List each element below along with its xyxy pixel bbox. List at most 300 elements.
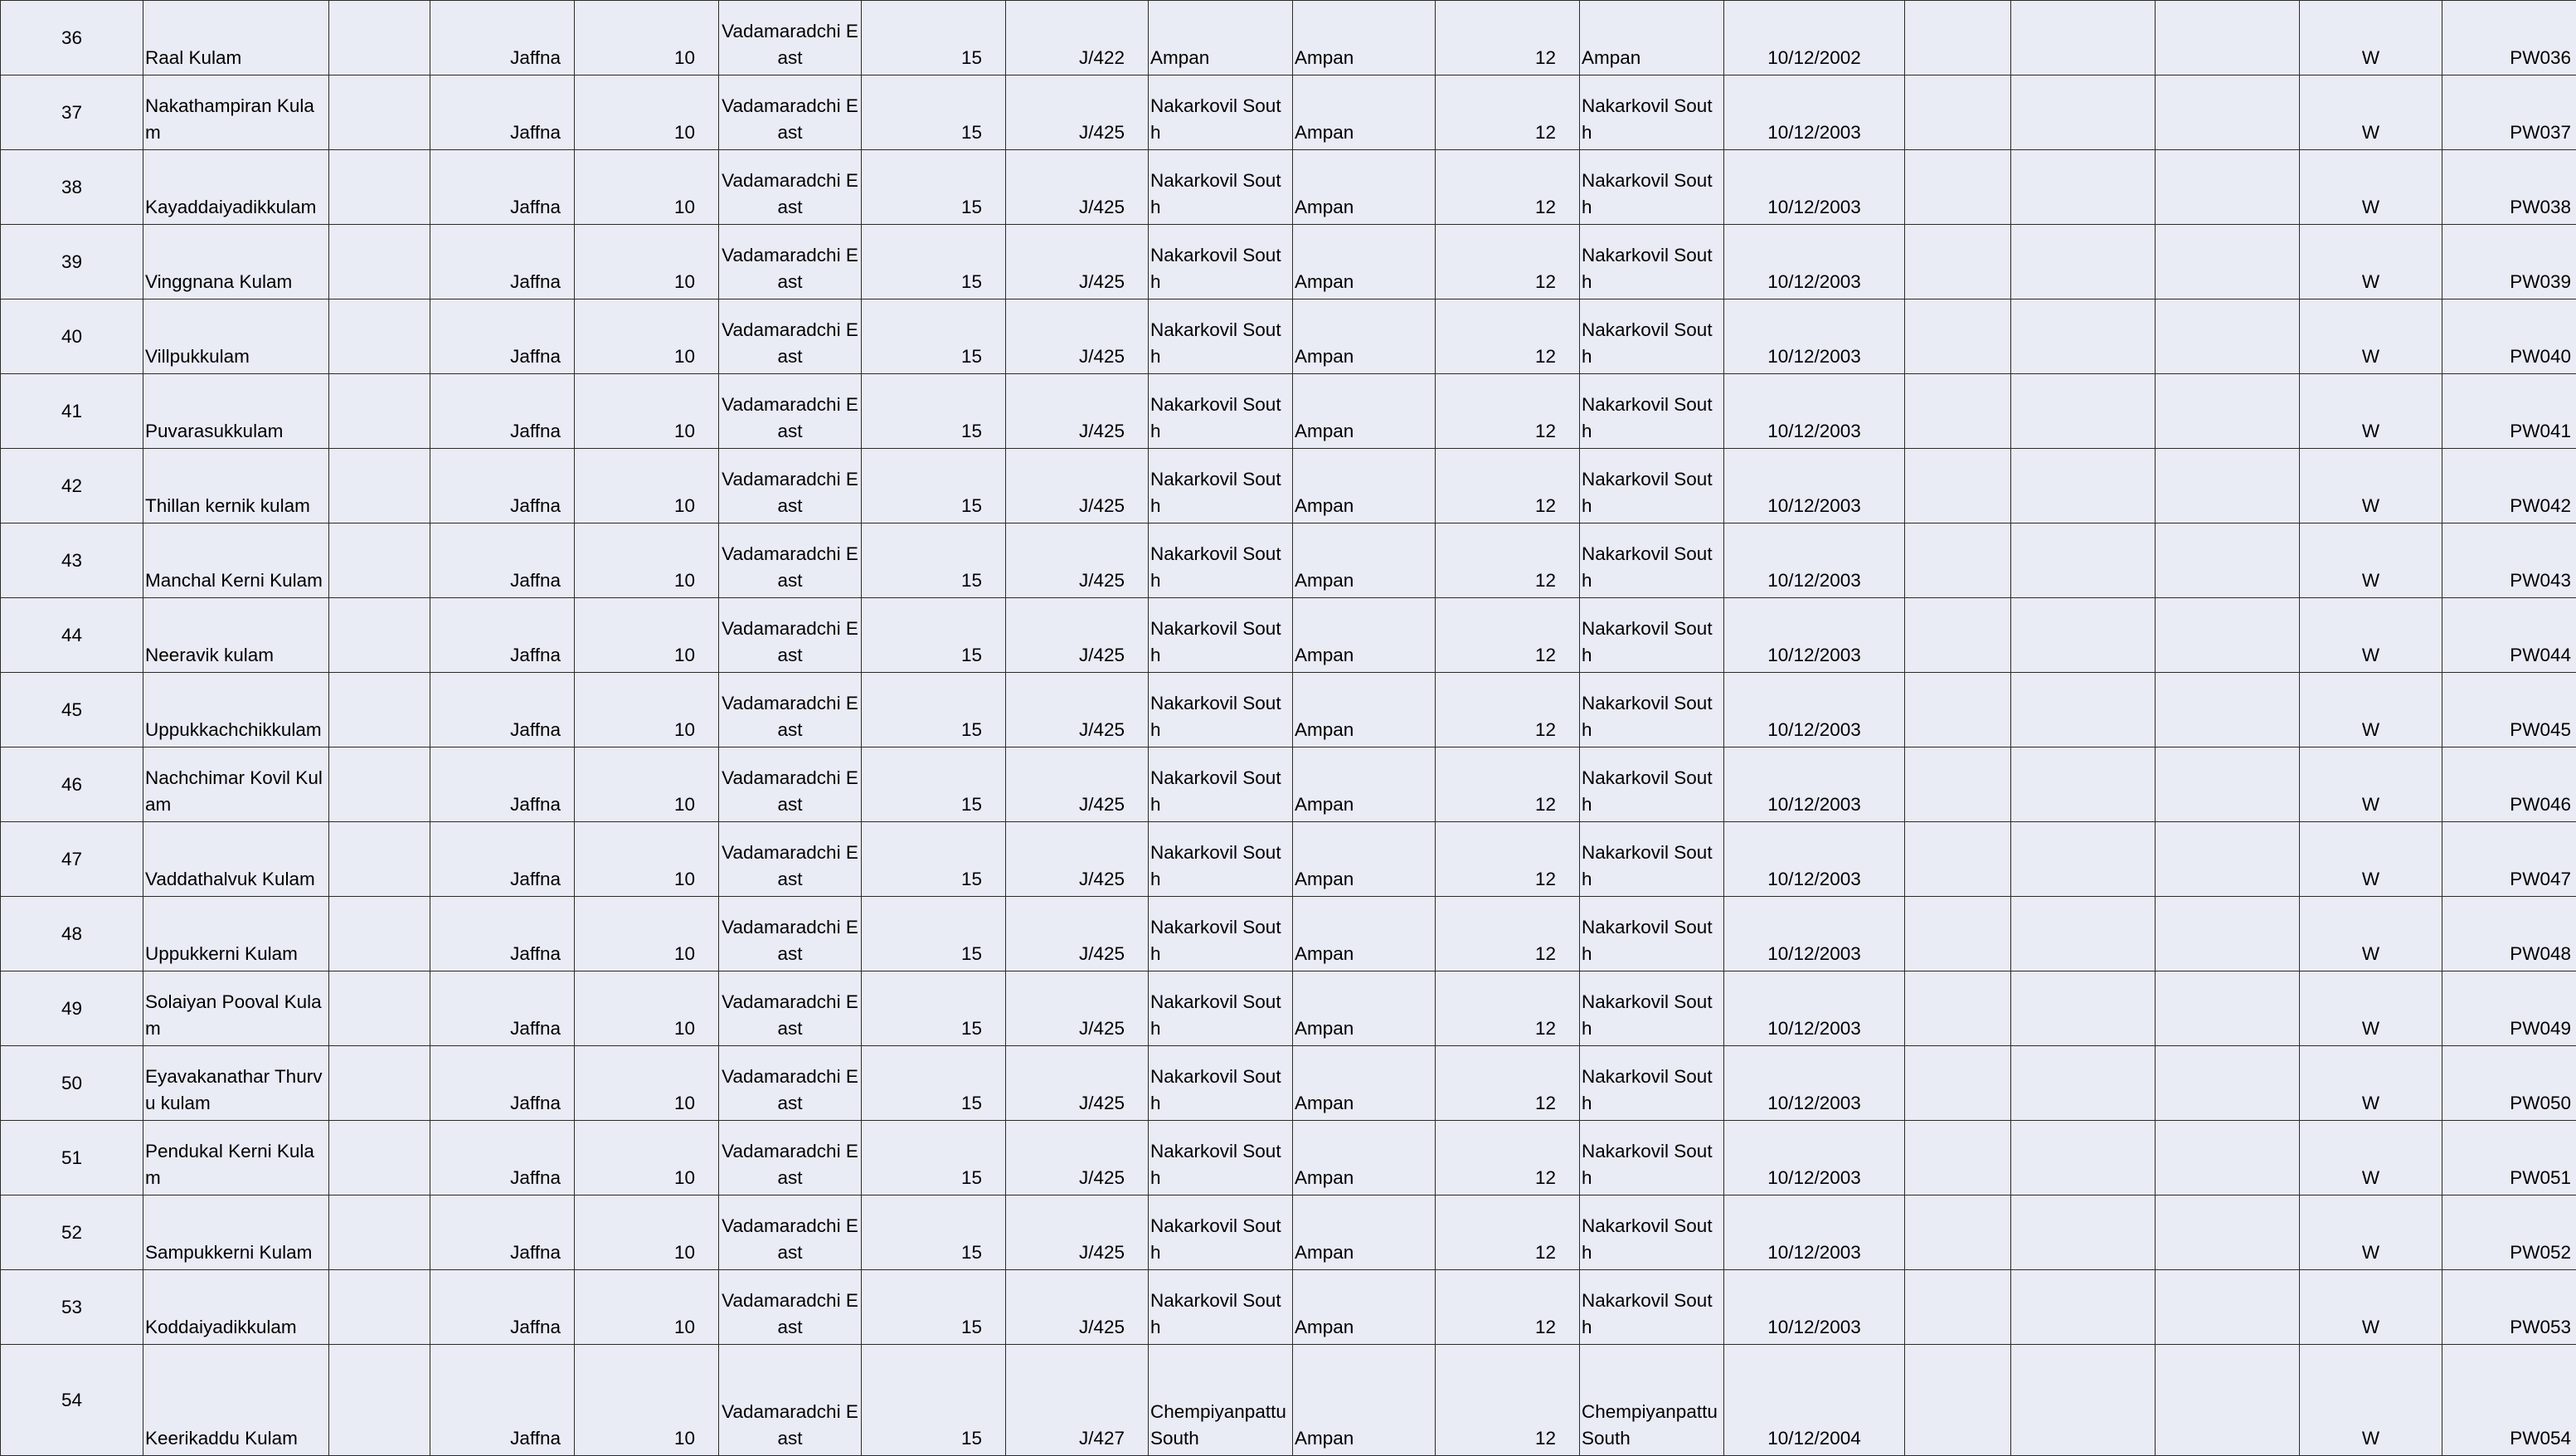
- division-code-cell[interactable]: 15: [862, 822, 1006, 897]
- type-cell[interactable]: W: [2300, 1, 2442, 75]
- village-name-cell[interactable]: Nakarkovil South: [1580, 75, 1724, 150]
- gn-code-cell[interactable]: J/425: [1006, 150, 1149, 225]
- tank-name-cell[interactable]: Neeravik kulam: [143, 598, 329, 673]
- tank-id-cell[interactable]: PW039: [2442, 225, 2576, 299]
- gn-code-cell[interactable]: J/425: [1006, 1121, 1149, 1195]
- gn-code-cell[interactable]: J/425: [1006, 971, 1149, 1046]
- date-cell[interactable]: 10/12/2003: [1724, 523, 1905, 598]
- tank-id-cell[interactable]: PW053: [2442, 1270, 2576, 1345]
- division-code-cell[interactable]: 15: [862, 523, 1006, 598]
- village-code-cell[interactable]: 12: [1436, 299, 1580, 374]
- type-cell[interactable]: W: [2300, 971, 2442, 1046]
- village-cell[interactable]: Ampan: [1293, 299, 1436, 374]
- village-cell[interactable]: Ampan: [1293, 673, 1436, 747]
- date-cell[interactable]: 10/12/2003: [1724, 1195, 1905, 1270]
- empty-cell[interactable]: [2011, 822, 2156, 897]
- empty-cell[interactable]: [2011, 598, 2156, 673]
- village-cell[interactable]: Ampan: [1293, 523, 1436, 598]
- empty-cell[interactable]: [2156, 449, 2300, 523]
- row-number-cell[interactable]: 42: [1, 449, 143, 523]
- gn-name-cell[interactable]: Nakarkovil South: [1149, 747, 1293, 822]
- date-cell[interactable]: 10/12/2003: [1724, 449, 1905, 523]
- division-cell[interactable]: Vadamaradchi East: [719, 75, 862, 150]
- empty-cell[interactable]: [2011, 747, 2156, 822]
- division-code-cell[interactable]: 15: [862, 897, 1006, 971]
- empty-cell[interactable]: [2011, 374, 2156, 449]
- district-code-cell[interactable]: 10: [575, 822, 719, 897]
- date-cell[interactable]: 10/12/2003: [1724, 1270, 1905, 1345]
- gn-name-cell[interactable]: Nakarkovil South: [1149, 374, 1293, 449]
- gn-code-cell[interactable]: J/425: [1006, 598, 1149, 673]
- empty-cell[interactable]: [329, 1046, 430, 1121]
- row-number-cell[interactable]: 51: [1, 1121, 143, 1195]
- row-number-cell[interactable]: 41: [1, 374, 143, 449]
- empty-cell[interactable]: [329, 225, 430, 299]
- empty-cell[interactable]: [329, 971, 430, 1046]
- tank-id-cell[interactable]: PW043: [2442, 523, 2576, 598]
- district-code-cell[interactable]: 10: [575, 449, 719, 523]
- village-cell[interactable]: Ampan: [1293, 150, 1436, 225]
- district-code-cell[interactable]: 10: [575, 150, 719, 225]
- empty-cell[interactable]: [1905, 673, 2011, 747]
- district-code-cell[interactable]: 10: [575, 1121, 719, 1195]
- gn-code-cell[interactable]: J/425: [1006, 1195, 1149, 1270]
- empty-cell[interactable]: [2156, 822, 2300, 897]
- village-name-cell[interactable]: Nakarkovil South: [1580, 971, 1724, 1046]
- village-cell[interactable]: Ampan: [1293, 374, 1436, 449]
- village-name-cell[interactable]: Nakarkovil South: [1580, 1195, 1724, 1270]
- district-cell[interactable]: Jaffna: [430, 449, 575, 523]
- tank-id-cell[interactable]: PW037: [2442, 75, 2576, 150]
- empty-cell[interactable]: [329, 1, 430, 75]
- division-code-cell[interactable]: 15: [862, 673, 1006, 747]
- division-code-cell[interactable]: 15: [862, 1195, 1006, 1270]
- village-name-cell[interactable]: Nakarkovil South: [1580, 150, 1724, 225]
- village-cell[interactable]: Ampan: [1293, 75, 1436, 150]
- district-code-cell[interactable]: 10: [575, 1345, 719, 1456]
- gn-name-cell[interactable]: Nakarkovil South: [1149, 150, 1293, 225]
- village-name-cell[interactable]: Chempiyanpattu South: [1580, 1345, 1724, 1456]
- gn-name-cell[interactable]: Nakarkovil South: [1149, 299, 1293, 374]
- empty-cell[interactable]: [2156, 75, 2300, 150]
- row-number-cell[interactable]: 46: [1, 747, 143, 822]
- tank-name-cell[interactable]: Nakathampiran Kulam: [143, 75, 329, 150]
- gn-name-cell[interactable]: Nakarkovil South: [1149, 1121, 1293, 1195]
- empty-cell[interactable]: [2156, 1046, 2300, 1121]
- row-number-cell[interactable]: 43: [1, 523, 143, 598]
- gn-code-cell[interactable]: J/425: [1006, 225, 1149, 299]
- division-cell[interactable]: Vadamaradchi East: [719, 523, 862, 598]
- type-cell[interactable]: W: [2300, 1195, 2442, 1270]
- village-cell[interactable]: Ampan: [1293, 1, 1436, 75]
- village-code-cell[interactable]: 12: [1436, 822, 1580, 897]
- empty-cell[interactable]: [2156, 971, 2300, 1046]
- type-cell[interactable]: W: [2300, 150, 2442, 225]
- empty-cell[interactable]: [329, 1270, 430, 1345]
- division-cell[interactable]: Vadamaradchi East: [719, 971, 862, 1046]
- date-cell[interactable]: 10/12/2003: [1724, 822, 1905, 897]
- district-code-cell[interactable]: 10: [575, 598, 719, 673]
- date-cell[interactable]: 10/12/2004: [1724, 1345, 1905, 1456]
- village-code-cell[interactable]: 12: [1436, 449, 1580, 523]
- empty-cell[interactable]: [2011, 150, 2156, 225]
- district-code-cell[interactable]: 10: [575, 747, 719, 822]
- village-cell[interactable]: Ampan: [1293, 897, 1436, 971]
- row-number-cell[interactable]: 38: [1, 150, 143, 225]
- empty-cell[interactable]: [329, 449, 430, 523]
- village-cell[interactable]: Ampan: [1293, 822, 1436, 897]
- division-code-cell[interactable]: 15: [862, 971, 1006, 1046]
- empty-cell[interactable]: [329, 598, 430, 673]
- gn-name-cell[interactable]: Nakarkovil South: [1149, 523, 1293, 598]
- division-code-cell[interactable]: 15: [862, 150, 1006, 225]
- tank-name-cell[interactable]: Nachchimar Kovil Kulam: [143, 747, 329, 822]
- village-cell[interactable]: Ampan: [1293, 747, 1436, 822]
- date-cell[interactable]: 10/12/2003: [1724, 673, 1905, 747]
- village-name-cell[interactable]: Ampan: [1580, 1, 1724, 75]
- empty-cell[interactable]: [2011, 1195, 2156, 1270]
- date-cell[interactable]: 10/12/2003: [1724, 747, 1905, 822]
- empty-cell[interactable]: [1905, 971, 2011, 1046]
- district-code-cell[interactable]: 10: [575, 897, 719, 971]
- empty-cell[interactable]: [2011, 1046, 2156, 1121]
- empty-cell[interactable]: [2011, 449, 2156, 523]
- empty-cell[interactable]: [1905, 1270, 2011, 1345]
- empty-cell[interactable]: [329, 75, 430, 150]
- village-name-cell[interactable]: Nakarkovil South: [1580, 673, 1724, 747]
- empty-cell[interactable]: [329, 673, 430, 747]
- empty-cell[interactable]: [329, 299, 430, 374]
- tank-id-cell[interactable]: PW046: [2442, 747, 2576, 822]
- gn-code-cell[interactable]: J/422: [1006, 1, 1149, 75]
- gn-code-cell[interactable]: J/425: [1006, 897, 1149, 971]
- type-cell[interactable]: W: [2300, 1345, 2442, 1456]
- district-code-cell[interactable]: 10: [575, 1195, 719, 1270]
- type-cell[interactable]: W: [2300, 299, 2442, 374]
- tank-id-cell[interactable]: PW054: [2442, 1345, 2576, 1456]
- gn-code-cell[interactable]: J/425: [1006, 299, 1149, 374]
- empty-cell[interactable]: [1905, 449, 2011, 523]
- empty-cell[interactable]: [2156, 1121, 2300, 1195]
- row-number-cell[interactable]: 50: [1, 1046, 143, 1121]
- empty-cell[interactable]: [2011, 1121, 2156, 1195]
- district-cell[interactable]: Jaffna: [430, 523, 575, 598]
- gn-code-cell[interactable]: J/425: [1006, 673, 1149, 747]
- tank-name-cell[interactable]: Vinggnana Kulam: [143, 225, 329, 299]
- empty-cell[interactable]: [1905, 299, 2011, 374]
- tank-name-cell[interactable]: Pendukal Kerni Kulam: [143, 1121, 329, 1195]
- village-code-cell[interactable]: 12: [1436, 1121, 1580, 1195]
- tank-name-cell[interactable]: Vaddathalvuk Kulam: [143, 822, 329, 897]
- village-code-cell[interactable]: 12: [1436, 1270, 1580, 1345]
- empty-cell[interactable]: [329, 523, 430, 598]
- district-cell[interactable]: Jaffna: [430, 225, 575, 299]
- village-code-cell[interactable]: 12: [1436, 598, 1580, 673]
- district-cell[interactable]: Jaffna: [430, 897, 575, 971]
- empty-cell[interactable]: [1905, 75, 2011, 150]
- village-name-cell[interactable]: Nakarkovil South: [1580, 523, 1724, 598]
- empty-cell[interactable]: [2156, 299, 2300, 374]
- empty-cell[interactable]: [1905, 1, 2011, 75]
- village-cell[interactable]: Ampan: [1293, 1345, 1436, 1456]
- type-cell[interactable]: W: [2300, 225, 2442, 299]
- gn-name-cell[interactable]: Nakarkovil South: [1149, 75, 1293, 150]
- empty-cell[interactable]: [2156, 225, 2300, 299]
- division-cell[interactable]: Vadamaradchi East: [719, 822, 862, 897]
- date-cell[interactable]: 10/12/2003: [1724, 75, 1905, 150]
- district-cell[interactable]: Jaffna: [430, 374, 575, 449]
- division-code-cell[interactable]: 15: [862, 374, 1006, 449]
- empty-cell[interactable]: [1905, 1121, 2011, 1195]
- village-cell[interactable]: Ampan: [1293, 1270, 1436, 1345]
- date-cell[interactable]: 10/12/2002: [1724, 1, 1905, 75]
- empty-cell[interactable]: [2011, 897, 2156, 971]
- division-code-cell[interactable]: 15: [862, 1345, 1006, 1456]
- village-name-cell[interactable]: Nakarkovil South: [1580, 299, 1724, 374]
- district-code-cell[interactable]: 10: [575, 673, 719, 747]
- village-name-cell[interactable]: Nakarkovil South: [1580, 747, 1724, 822]
- division-cell[interactable]: Vadamaradchi East: [719, 1121, 862, 1195]
- division-code-cell[interactable]: 15: [862, 449, 1006, 523]
- district-code-cell[interactable]: 10: [575, 523, 719, 598]
- division-code-cell[interactable]: 15: [862, 1121, 1006, 1195]
- type-cell[interactable]: W: [2300, 1046, 2442, 1121]
- empty-cell[interactable]: [1905, 225, 2011, 299]
- tank-name-cell[interactable]: Uppukkerni Kulam: [143, 897, 329, 971]
- division-code-cell[interactable]: 15: [862, 299, 1006, 374]
- tank-id-cell[interactable]: PW050: [2442, 1046, 2576, 1121]
- tank-name-cell[interactable]: Manchal Kerni Kulam: [143, 523, 329, 598]
- gn-code-cell[interactable]: J/425: [1006, 374, 1149, 449]
- division-cell[interactable]: Vadamaradchi East: [719, 449, 862, 523]
- village-code-cell[interactable]: 12: [1436, 75, 1580, 150]
- tank-name-cell[interactable]: Eyavakanathar Thurvu kulam: [143, 1046, 329, 1121]
- empty-cell[interactable]: [329, 1195, 430, 1270]
- village-cell[interactable]: Ampan: [1293, 1195, 1436, 1270]
- date-cell[interactable]: 10/12/2003: [1724, 225, 1905, 299]
- row-number-cell[interactable]: 54: [1, 1345, 143, 1456]
- gn-name-cell[interactable]: Nakarkovil South: [1149, 598, 1293, 673]
- gn-name-cell[interactable]: Nakarkovil South: [1149, 1195, 1293, 1270]
- gn-code-cell[interactable]: J/425: [1006, 1046, 1149, 1121]
- tank-id-cell[interactable]: PW047: [2442, 822, 2576, 897]
- village-name-cell[interactable]: Nakarkovil South: [1580, 822, 1724, 897]
- type-cell[interactable]: W: [2300, 75, 2442, 150]
- empty-cell[interactable]: [2156, 897, 2300, 971]
- empty-cell[interactable]: [2156, 1270, 2300, 1345]
- district-cell[interactable]: Jaffna: [430, 1270, 575, 1345]
- division-cell[interactable]: Vadamaradchi East: [719, 1195, 862, 1270]
- gn-name-cell[interactable]: Nakarkovil South: [1149, 971, 1293, 1046]
- division-code-cell[interactable]: 15: [862, 1046, 1006, 1121]
- tank-id-cell[interactable]: PW041: [2442, 374, 2576, 449]
- gn-code-cell[interactable]: J/425: [1006, 75, 1149, 150]
- gn-code-cell[interactable]: J/425: [1006, 822, 1149, 897]
- village-name-cell[interactable]: Nakarkovil South: [1580, 1046, 1724, 1121]
- type-cell[interactable]: W: [2300, 747, 2442, 822]
- date-cell[interactable]: 10/12/2003: [1724, 150, 1905, 225]
- gn-name-cell[interactable]: Nakarkovil South: [1149, 1046, 1293, 1121]
- gn-name-cell[interactable]: Nakarkovil South: [1149, 225, 1293, 299]
- empty-cell[interactable]: [2156, 374, 2300, 449]
- tank-id-cell[interactable]: PW040: [2442, 299, 2576, 374]
- district-code-cell[interactable]: 10: [575, 971, 719, 1046]
- empty-cell[interactable]: [2156, 523, 2300, 598]
- division-code-cell[interactable]: 15: [862, 1270, 1006, 1345]
- tank-name-cell[interactable]: Kayaddaiyadikkulam: [143, 150, 329, 225]
- village-code-cell[interactable]: 12: [1436, 150, 1580, 225]
- empty-cell[interactable]: [2011, 225, 2156, 299]
- district-cell[interactable]: Jaffna: [430, 1195, 575, 1270]
- date-cell[interactable]: 10/12/2003: [1724, 971, 1905, 1046]
- empty-cell[interactable]: [329, 1345, 430, 1456]
- empty-cell[interactable]: [1905, 374, 2011, 449]
- village-name-cell[interactable]: Nakarkovil South: [1580, 374, 1724, 449]
- district-cell[interactable]: Jaffna: [430, 598, 575, 673]
- district-code-cell[interactable]: 10: [575, 1046, 719, 1121]
- village-code-cell[interactable]: 12: [1436, 1046, 1580, 1121]
- tank-id-cell[interactable]: PW036: [2442, 1, 2576, 75]
- tank-id-cell[interactable]: PW049: [2442, 971, 2576, 1046]
- row-number-cell[interactable]: 52: [1, 1195, 143, 1270]
- district-code-cell[interactable]: 10: [575, 1270, 719, 1345]
- empty-cell[interactable]: [2011, 1, 2156, 75]
- village-name-cell[interactable]: Nakarkovil South: [1580, 897, 1724, 971]
- empty-cell[interactable]: [2156, 150, 2300, 225]
- empty-cell[interactable]: [2156, 1345, 2300, 1456]
- empty-cell[interactable]: [329, 1121, 430, 1195]
- gn-code-cell[interactable]: J/427: [1006, 1345, 1149, 1456]
- division-cell[interactable]: Vadamaradchi East: [719, 374, 862, 449]
- district-cell[interactable]: Jaffna: [430, 150, 575, 225]
- division-code-cell[interactable]: 15: [862, 225, 1006, 299]
- gn-code-cell[interactable]: J/425: [1006, 523, 1149, 598]
- type-cell[interactable]: W: [2300, 822, 2442, 897]
- tank-name-cell[interactable]: Raal Kulam: [143, 1, 329, 75]
- date-cell[interactable]: 10/12/2003: [1724, 598, 1905, 673]
- row-number-cell[interactable]: 44: [1, 598, 143, 673]
- empty-cell[interactable]: [329, 897, 430, 971]
- row-number-cell[interactable]: 47: [1, 822, 143, 897]
- division-cell[interactable]: Vadamaradchi East: [719, 673, 862, 747]
- tank-name-cell[interactable]: Thillan kernik kulam: [143, 449, 329, 523]
- district-code-cell[interactable]: 10: [575, 75, 719, 150]
- gn-name-cell[interactable]: Nakarkovil South: [1149, 673, 1293, 747]
- division-cell[interactable]: Vadamaradchi East: [719, 1270, 862, 1345]
- village-name-cell[interactable]: Nakarkovil South: [1580, 225, 1724, 299]
- village-name-cell[interactable]: Nakarkovil South: [1580, 598, 1724, 673]
- village-cell[interactable]: Ampan: [1293, 598, 1436, 673]
- division-code-cell[interactable]: 15: [862, 747, 1006, 822]
- tank-name-cell[interactable]: Keerikaddu Kulam: [143, 1345, 329, 1456]
- row-number-cell[interactable]: 40: [1, 299, 143, 374]
- empty-cell[interactable]: [2011, 971, 2156, 1046]
- empty-cell[interactable]: [1905, 1046, 2011, 1121]
- type-cell[interactable]: W: [2300, 374, 2442, 449]
- district-cell[interactable]: Jaffna: [430, 747, 575, 822]
- village-cell[interactable]: Ampan: [1293, 971, 1436, 1046]
- tank-name-cell[interactable]: Solaiyan Pooval Kulam: [143, 971, 329, 1046]
- type-cell[interactable]: W: [2300, 897, 2442, 971]
- row-number-cell[interactable]: 48: [1, 897, 143, 971]
- empty-cell[interactable]: [329, 822, 430, 897]
- empty-cell[interactable]: [329, 150, 430, 225]
- village-code-cell[interactable]: 12: [1436, 971, 1580, 1046]
- village-name-cell[interactable]: Nakarkovil South: [1580, 1121, 1724, 1195]
- row-number-cell[interactable]: 36: [1, 1, 143, 75]
- empty-cell[interactable]: [2011, 1270, 2156, 1345]
- district-code-cell[interactable]: 10: [575, 225, 719, 299]
- village-code-cell[interactable]: 12: [1436, 673, 1580, 747]
- village-code-cell[interactable]: 12: [1436, 374, 1580, 449]
- gn-name-cell[interactable]: Nakarkovil South: [1149, 822, 1293, 897]
- gn-name-cell[interactable]: Nakarkovil South: [1149, 449, 1293, 523]
- tank-id-cell[interactable]: PW042: [2442, 449, 2576, 523]
- gn-name-cell[interactable]: Nakarkovil South: [1149, 897, 1293, 971]
- empty-cell[interactable]: [329, 374, 430, 449]
- village-name-cell[interactable]: Nakarkovil South: [1580, 449, 1724, 523]
- empty-cell[interactable]: [1905, 1345, 2011, 1456]
- village-code-cell[interactable]: 12: [1436, 747, 1580, 822]
- division-cell[interactable]: Vadamaradchi East: [719, 747, 862, 822]
- village-code-cell[interactable]: 12: [1436, 1, 1580, 75]
- row-number-cell[interactable]: 49: [1, 971, 143, 1046]
- empty-cell[interactable]: [1905, 523, 2011, 598]
- tank-name-cell[interactable]: Uppukkachchikkulam: [143, 673, 329, 747]
- empty-cell[interactable]: [1905, 1195, 2011, 1270]
- tank-id-cell[interactable]: PW051: [2442, 1121, 2576, 1195]
- village-code-cell[interactable]: 12: [1436, 225, 1580, 299]
- division-code-cell[interactable]: 15: [862, 75, 1006, 150]
- village-name-cell[interactable]: Nakarkovil South: [1580, 1270, 1724, 1345]
- tank-id-cell[interactable]: PW044: [2442, 598, 2576, 673]
- empty-cell[interactable]: [2011, 299, 2156, 374]
- tank-name-cell[interactable]: Sampukkerni Kulam: [143, 1195, 329, 1270]
- division-cell[interactable]: Vadamaradchi East: [719, 225, 862, 299]
- empty-cell[interactable]: [1905, 822, 2011, 897]
- district-cell[interactable]: Jaffna: [430, 1046, 575, 1121]
- empty-cell[interactable]: [2156, 747, 2300, 822]
- division-cell[interactable]: Vadamaradchi East: [719, 150, 862, 225]
- tank-id-cell[interactable]: PW038: [2442, 150, 2576, 225]
- type-cell[interactable]: W: [2300, 1121, 2442, 1195]
- village-code-cell[interactable]: 12: [1436, 1345, 1580, 1456]
- date-cell[interactable]: 10/12/2003: [1724, 897, 1905, 971]
- division-cell[interactable]: Vadamaradchi East: [719, 1046, 862, 1121]
- tank-name-cell[interactable]: Koddaiyadikkulam: [143, 1270, 329, 1345]
- district-cell[interactable]: Jaffna: [430, 971, 575, 1046]
- date-cell[interactable]: 10/12/2003: [1724, 299, 1905, 374]
- date-cell[interactable]: 10/12/2003: [1724, 374, 1905, 449]
- gn-code-cell[interactable]: J/425: [1006, 747, 1149, 822]
- district-code-cell[interactable]: 10: [575, 1, 719, 75]
- division-cell[interactable]: Vadamaradchi East: [719, 897, 862, 971]
- district-cell[interactable]: Jaffna: [430, 1, 575, 75]
- type-cell[interactable]: W: [2300, 523, 2442, 598]
- empty-cell[interactable]: [2156, 673, 2300, 747]
- gn-name-cell[interactable]: Chempiyanpattu South: [1149, 1345, 1293, 1456]
- date-cell[interactable]: 10/12/2003: [1724, 1046, 1905, 1121]
- empty-cell[interactable]: [1905, 150, 2011, 225]
- empty-cell[interactable]: [329, 747, 430, 822]
- district-cell[interactable]: Jaffna: [430, 673, 575, 747]
- row-number-cell[interactable]: 37: [1, 75, 143, 150]
- empty-cell[interactable]: [1905, 747, 2011, 822]
- village-code-cell[interactable]: 12: [1436, 897, 1580, 971]
- type-cell[interactable]: W: [2300, 673, 2442, 747]
- district-cell[interactable]: Jaffna: [430, 75, 575, 150]
- division-cell[interactable]: Vadamaradchi East: [719, 1, 862, 75]
